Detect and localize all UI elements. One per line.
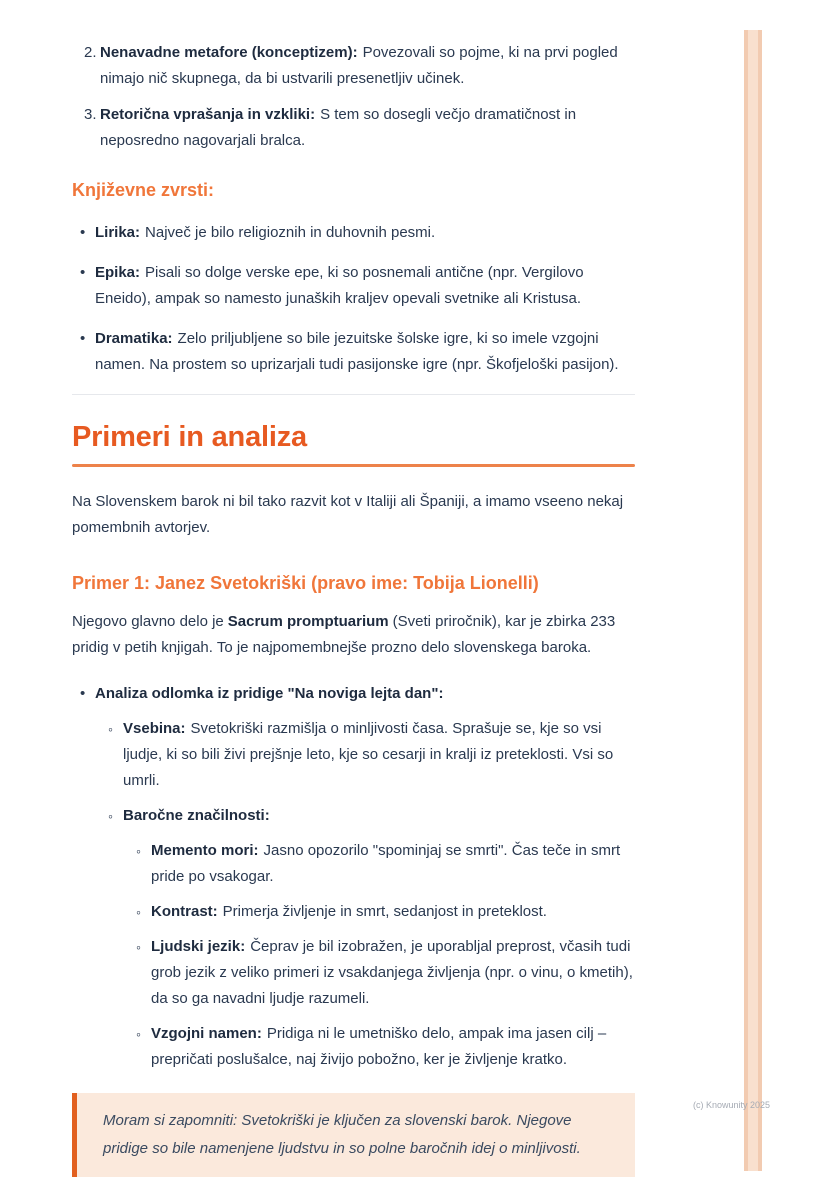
- item-body: Pridiga ni le umetniško delo, ampak ima jasen cilj – prepričati poslušalce, naj živijo pobožno, ker je življenje kratko.: [151, 1025, 607, 1068]
- bullet-icon: •: [80, 224, 86, 241]
- item-text: [151, 934, 635, 1012]
- note-text: Moram si zapomniti: Svetokriški je ključen za slovenski barok. Njegove pridige so bile namenjene ljudstvu in so polne baročnih idej o minljivosti.: [103, 1112, 581, 1157]
- item-lead: Analiza odlomka iz pridige "Na noviga lejta dan":: [95, 685, 444, 702]
- item-lead: Kontrast:: [151, 903, 218, 920]
- list-item: [100, 716, 635, 794]
- item-lead: Lirika:: [95, 224, 141, 241]
- section-divider: [72, 394, 635, 395]
- list-item: [72, 220, 635, 246]
- item-lead: Epika:: [95, 264, 141, 281]
- list-item: [128, 838, 635, 890]
- example1-heading: Primer 1: Janez Svetokriški (pravo ime: Tobija Lionelli): [72, 573, 539, 593]
- item-lead: Vzgojni namen:: [151, 1025, 262, 1042]
- item-body: S tem so dosegli večjo dramatičnost in neposredno nagovarjali bralca.: [100, 106, 577, 149]
- circle-bullet-icon: ◦: [108, 808, 113, 824]
- right-decorative-stripe: [744, 30, 762, 1171]
- item-lead: Memento mori:: [151, 842, 259, 859]
- item-body: Jasno opozorilo "spominjaj se smrti". Čas teče in smrt pride po vsakogar.: [151, 842, 621, 885]
- item-body: Pisali so dolge verske epe, ki so posnemali antične (npr. Vergilovo Eneido), ampak so namesto junaških kraljev opevali svetnike ali Kristusa.: [95, 264, 584, 307]
- item-body: Povezovali so pojme, ki na prvi pogled nimajo nič skupnega, da bi ustvarili presenetljiv učinek.: [100, 44, 618, 87]
- circle-bullet-icon: ◦: [136, 1026, 141, 1042]
- circle-bullet-icon: ◦: [136, 843, 141, 859]
- paragraph-text: Njegovo glavno delo je: [72, 613, 224, 630]
- page-content: [72, 40, 635, 1177]
- item-text: [95, 260, 635, 312]
- item-number: 3.: [84, 106, 97, 123]
- analysis-list: [72, 681, 635, 1073]
- genres-heading: Književne zvrsti:: [72, 180, 215, 200]
- item-text: [95, 220, 435, 246]
- item-lead: Dramatika:: [95, 330, 173, 347]
- note-callout: [72, 1093, 635, 1177]
- item-lead: Vsebina:: [123, 720, 186, 737]
- item-body: Svetokriški razmišlja o minljivosti časa. Sprašuje se, kje so vsi ljudje, ki so bili živi prejšnje leto, kje so cesarji in kralji iz preteklosti. Vsi so umrli.: [123, 720, 614, 789]
- heading-underline: [72, 464, 635, 467]
- intro-paragraph: Na Slovenskem barok ni bil tako razvit kot v Italiji ali Španiji, a imamo vseeno nekaj pomembnih avtorjev.: [72, 493, 624, 536]
- item-body: Čeprav je bil izobražen, je uporabljal preprost, včasih tudi grob jezik z veliko primeri iz vsakdanjega življenja (npr. o vinu, o kmetih), da so ga navadni ljudje razumeli.: [151, 938, 633, 1007]
- item-lead: Ljudski jezik:: [151, 938, 246, 955]
- item-lead: Retorična vprašanja in vzkliki:: [100, 106, 316, 123]
- bullet-icon: •: [80, 685, 86, 702]
- item-body: Največ je bilo religioznih in duhovnih pesmi.: [145, 224, 436, 241]
- list-item: [128, 899, 635, 925]
- item-text: [123, 716, 635, 794]
- item-text: [100, 40, 635, 92]
- paragraph-bold: Sacrum promptuarium: [227, 613, 389, 630]
- circle-bullet-icon: ◦: [108, 721, 113, 737]
- paragraph-text: (Sveti priročnik), kar je zbirka 233 pridig v petih knjigah. To je najpomembnejše prozno delo slovenskega baroka.: [72, 613, 616, 656]
- section-heading: Primeri in analiza: [72, 421, 307, 453]
- item-text: [100, 102, 635, 154]
- numbered-item: [72, 40, 635, 92]
- item-text: [95, 326, 635, 378]
- item-text: [151, 838, 635, 890]
- item-text: [95, 681, 443, 707]
- item-number: 2.: [84, 44, 97, 61]
- numbered-item: [72, 102, 635, 154]
- example1-paragraph: [72, 609, 635, 661]
- list-item: [72, 260, 635, 312]
- list-item: [100, 803, 635, 829]
- circle-bullet-icon: ◦: [136, 904, 141, 920]
- item-lead: Nenavadne metafore (konceptizem):: [100, 44, 358, 61]
- item-text: [123, 803, 270, 829]
- bullet-icon: •: [80, 330, 86, 347]
- analysis-title-item: [72, 681, 635, 707]
- item-body: Zelo priljubljene so bile jezuitske šolske igre, ki so imele vzgojni namen. Na prostem so uprizarjali tudi pasijonske igre (npr. Škofjeloški pasijon).: [95, 330, 619, 373]
- list-item: [128, 1021, 635, 1073]
- item-text: [151, 1021, 635, 1073]
- item-lead: Baročne značilnosti:: [123, 807, 270, 824]
- list-item: [72, 326, 635, 378]
- list-item: [128, 934, 635, 1012]
- item-body: Primerja življenje in smrt, sedanjost in preteklost.: [222, 903, 547, 920]
- bullet-icon: •: [80, 264, 86, 281]
- circle-bullet-icon: ◦: [136, 939, 141, 955]
- genres-list: [72, 220, 635, 378]
- numbered-list: [72, 40, 635, 154]
- item-text: [151, 899, 547, 925]
- copyright-label: (c) Knowunity 2025: [693, 1100, 771, 1110]
